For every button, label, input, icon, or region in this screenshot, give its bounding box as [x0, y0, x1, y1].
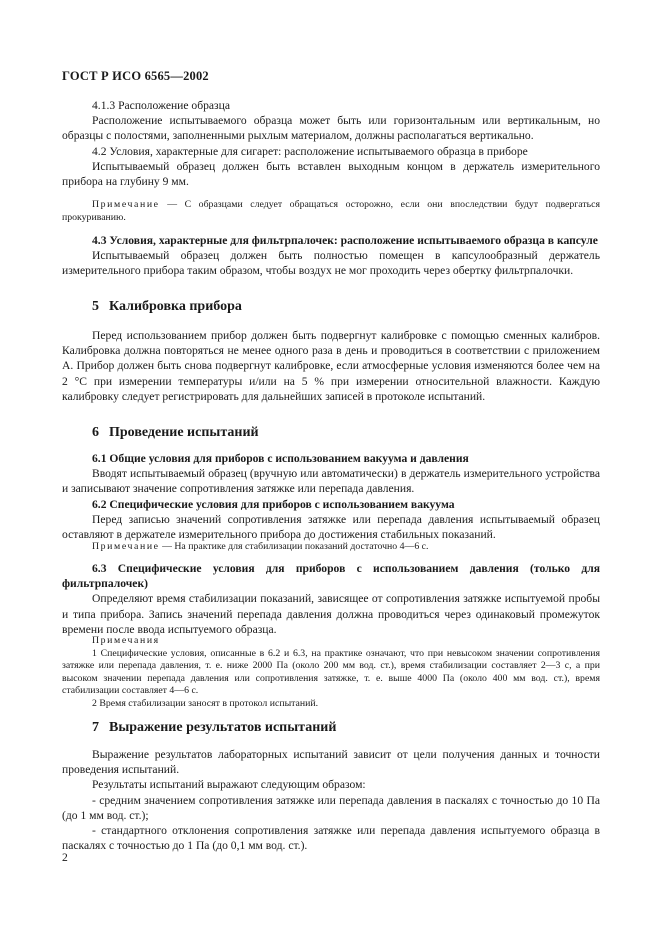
notes-block	[62, 635, 600, 711]
section-6-3	[62, 561, 600, 637]
section-title: Выражение результатов испытаний	[109, 720, 337, 735]
paragraph: Результаты испытаний выражают следующим образом:	[92, 778, 366, 792]
note-item: 1 Специфические условия, описанные в 6.2 и 6.3, на практике означают, что при невысоком значении сопротивления затяжке или перепада давления, т. е. ниже 2000 Па (около 200 мм вод. ст.), время стабилизации составляет 2—3 с, а при высоком значении перепада давления или сопротивления затяжке, т. е. выше 4000 Па (около 400 мм вод. ст.), время стабилизации составляет 4—6 с.	[62, 647, 600, 697]
section-6-1-6-2	[62, 451, 600, 542]
subsection-title: 4.3 Условия, характерные для фильтрпалочек: расположение испытываемого образца в капсуле	[92, 234, 598, 247]
section-7-body	[62, 747, 600, 853]
section-title: Проведение испытаний	[109, 425, 259, 440]
section-4-3	[62, 233, 600, 279]
paragraph: Вводят испытываемый образец (вручную или автоматически) в держатель измерительного устройства и записывают значение сопротивления затяжке или перепада давления.	[62, 467, 600, 496]
document-code-header: ГОСТ Р ИСО 6565—2002	[62, 69, 209, 83]
paragraph: Определяют время стабилизации показаний, зависящее от сопротивления затяжке испытуемой пробы и типа прибора. Запись значений перепада давления должна проводиться через одинаковый промежуток времени после ввода испытуемого образца.	[62, 592, 600, 636]
note-label: Примечание	[92, 541, 160, 552]
section-4-1-3	[62, 98, 600, 189]
subsection-title: 6.1 Общие условия для приборов с использованием вакуума и давления	[92, 452, 469, 465]
section-number: 5	[92, 299, 99, 314]
paragraph: Испытываемый образец должен быть полностью помещен в капсулообразный держатель измерительного прибора таким образом, чтобы воздух не мог проходить через обертку фильтрпалочки.	[62, 249, 600, 278]
section-heading-6	[62, 424, 600, 442]
subsection-title: 6.2 Специфические условия для приборов с использованием вакуума	[92, 497, 455, 511]
paragraph: Перед использованием прибор должен быть подвергнут калибровке с помощью сменных калибров. Калибровка должна повторяться не менее одного раза в день и проводиться в соответствии с приложением А. Прибор должен быть снова подвергнут калибровке, если атмосферные условия изменяются более чем на 2 °С при измерении температуры и/или на 5 % при измерении относительной влажности. Каждую калибровку следует регистрировать для дальнейших записей в протоколе испытаний.	[62, 329, 600, 403]
list-item: - стандартного отклонения сопротивления затяжке или перепада давления испытуемого образца в паскалях с точностью до 1 Па (до 0,1 мм вод. ст.).	[62, 824, 600, 853]
section-5-body	[62, 328, 600, 404]
paragraph: Расположение испытываемого образца может быть или горизонтальным или вертикальным, но образцы с полостями, заполненными рыхлым материалом, должны располагаться вертикально.	[62, 114, 600, 143]
notes-label: Примечания	[92, 635, 160, 646]
paragraph: Выражение результатов лабораторных испытаний зависит от цели получения данных и точности проведения испытаний.	[62, 748, 600, 777]
section-title: Калибровка прибора	[109, 299, 242, 314]
section-heading-5	[62, 298, 600, 316]
note-label: Примечание	[92, 199, 160, 210]
note-text: — На практике для стабилизации показаний достаточно 4—6 с.	[159, 541, 429, 552]
note-text: — С образцами следует обращаться осторожно, если они впоследствии будут подвергаться прокуриванию.	[62, 199, 600, 223]
note-item: 2 Время стабилизации заносят в протокол испытаний.	[92, 697, 319, 709]
paragraph: Перед записью значений сопротивления затяжке или перепада давления испытываемый образец оставляют в держателе измерительного прибора до достижения стабильных показаний.	[62, 512, 600, 542]
note	[62, 199, 600, 224]
paragraph: Испытываемый образец должен быть вставлен выходным концом в держатель измерительного прибора на глубину 9 мм.	[62, 159, 600, 189]
section-number: 7	[92, 720, 99, 735]
note	[62, 541, 600, 554]
section-number: 6	[92, 425, 99, 440]
subsection-title: 6.3 Специфические условия для приборов с использованием давления (только для фильтрпалочек)	[62, 562, 600, 591]
list-item: - средним значением сопротивления затяжке или перепада давления в паскалях с точностью до 10 Па (до 1 мм вод. ст.);	[62, 793, 600, 822]
subsection-title: 4.2 Условия, характерные для сигарет: расположение испытываемого образца в приборе	[92, 144, 528, 158]
section-heading-7	[62, 719, 600, 737]
page-number: 2	[62, 851, 68, 864]
subsection-title: 4.1.3 Расположение образца	[92, 99, 230, 112]
